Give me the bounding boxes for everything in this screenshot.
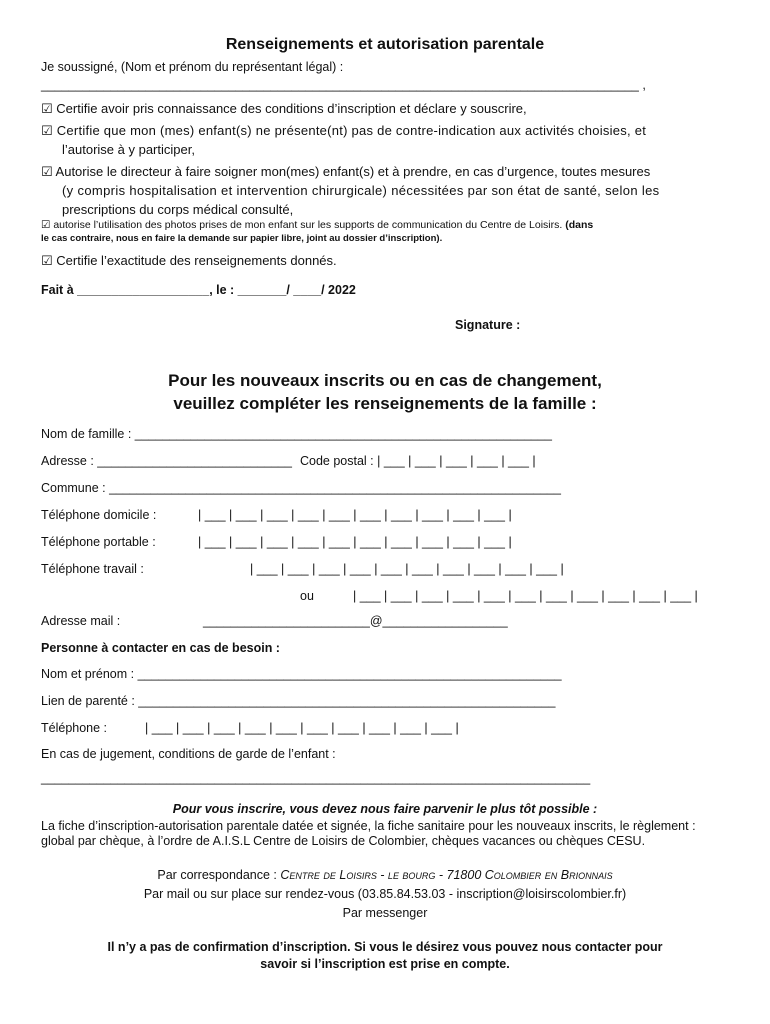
checkbox-item-medical-cont2: prescriptions du corps médical consulté,: [62, 202, 294, 217]
messenger-line: Par messenger: [342, 906, 428, 920]
tel-domicile-label: Téléphone domicile :: [41, 508, 157, 522]
nom-famille-field: Nom de famille : ____________________________________________________________: [41, 427, 552, 441]
contact-lien-field: Lien de parenté : ____________________________________________________________: [41, 694, 556, 708]
ou-label: ou: [300, 589, 314, 603]
fait-a-line: Fait à ___________________, le : _______/ ____/ 2022: [41, 283, 356, 297]
correspondance-address: Centre de Loisirs - le bourg - 71800 Colombier en Brionnais: [280, 868, 613, 882]
section2-title-1: Pour les nouveaux inscrits ou en cas de changement,: [168, 371, 602, 390]
contact-tel-label: Téléphone :: [41, 721, 108, 735]
inscrire-heading: Pour vous inscrire, vous devez nous faire parvenir le plus tôt possible :: [172, 802, 598, 816]
checkbox-item-medical: ☑ Autorise le directeur à faire soigner mon(mes) enfant(s) et à prendre, en cas d’urgence, toutes mesures: [41, 164, 651, 179]
photos-text: ☑ autorise l’utilisation des photos prises de mon enfant sur les supports de communication du Centre de Loisirs.: [41, 219, 563, 231]
tel-portable-label: Téléphone portable :: [41, 535, 156, 549]
photos-text-bold: (dans: [565, 219, 594, 231]
contact-tel-boxes: | ___ | ___ | ___ | ___ | ___ | ___ | ___ | ___ | ___ | ___ |: [145, 721, 459, 735]
contact-nom-field: Nom et prénom : _____________________________________________________________: [41, 667, 562, 681]
correspondance-prefix: Par correspondance :: [157, 868, 277, 882]
checkbox-item-medical-cont1: (y compris hospitalisation et intervention chirurgicale) nécessitées par son état de santé, selon les: [62, 183, 660, 198]
confirmation-line-1: Il n’y a pas de confirmation d’inscription. Si vous le désirez vous pouvez nous contacter pour: [107, 940, 663, 954]
checkbox-item-exactitude: ☑ Certifie l’exactitude des renseignements donnés.: [41, 253, 337, 268]
mail-line: Par mail ou sur place sur rendez-vous (03.85.84.53.03 - inscription@loisirscolombier.fr): [143, 887, 627, 901]
section2-title-2: veuillez compléter les renseignements de la famille :: [173, 394, 597, 413]
checkbox-item-contraindication: ☑ Certifie que mon (mes) enfant(s) ne présente(nt) pas de contre-indication aux activités choisies, et: [41, 123, 647, 138]
checkbox-item-photos-cont: le cas contraire, nous en faire la demande sur papier libre, joint au dossier d’inscription).: [41, 233, 443, 244]
checkbox-item-contraindication-cont: l’autorise à y participer,: [62, 142, 195, 157]
tel-domicile-boxes: | ___ | ___ | ___ | ___ | ___ | ___ | ___ | ___ | ___ | ___ |: [198, 508, 512, 522]
jugement-label: En cas de jugement, conditions de garde de l’enfant :: [41, 747, 336, 761]
section-title: Renseignements et autorisation parentale: [225, 36, 545, 53]
name-blank-line: ______________________________________________________________________________________ ,: [41, 78, 646, 92]
ou-boxes: | ___ | ___ | ___ | ___ | ___ | ___ | ___ | ___ | ___ | ___ | ___ |: [353, 589, 698, 603]
inscription-paragraph: La fiche d’inscription-autorisation parentale datée et signée, la fiche sanitaire pour les nouveaux inscrits, le règlement : global par chèque, à l’ordre de A.I.S.L Centre de Loisirs de Colombier, chèques vacances ou chèques CESU.: [41, 819, 696, 848]
jugement-line: _______________________________________________________________________________: [41, 771, 591, 785]
commune-field: Commune : _________________________________________________________________: [41, 481, 561, 495]
tel-travail-boxes: | ___ | ___ | ___ | ___ | ___ | ___ | ___ | ___ | ___ | ___ |: [250, 562, 564, 576]
contact-title: Personne à contacter en cas de besoin :: [41, 641, 280, 655]
correspondance-line: [0, 868, 770, 882]
signature-label: Signature :: [455, 318, 521, 332]
tel-travail-label: Téléphone travail :: [41, 562, 144, 576]
adresse-mail-line: ________________________@__________________: [203, 614, 508, 628]
checkbox-item-conditions: ☑ Certifie avoir pris connaissance des conditions d’inscription et déclare y souscrire,: [41, 101, 527, 116]
tel-portable-boxes: | ___ | ___ | ___ | ___ | ___ | ___ | ___ | ___ | ___ | ___ |: [198, 535, 512, 549]
code-postal-field: Code postal : | ___ | ___ | ___ | ___ | ___ |: [300, 454, 536, 468]
intro-text: Je soussigné, (Nom et prénom du représentant légal) :: [41, 60, 344, 74]
adresse-mail-label: Adresse mail :: [41, 614, 121, 628]
confirmation-line-2: savoir si l’inscription est prise en compte.: [260, 957, 510, 971]
checkbox-item-photos: [41, 219, 593, 231]
adresse-field: Adresse : ____________________________: [41, 454, 292, 468]
